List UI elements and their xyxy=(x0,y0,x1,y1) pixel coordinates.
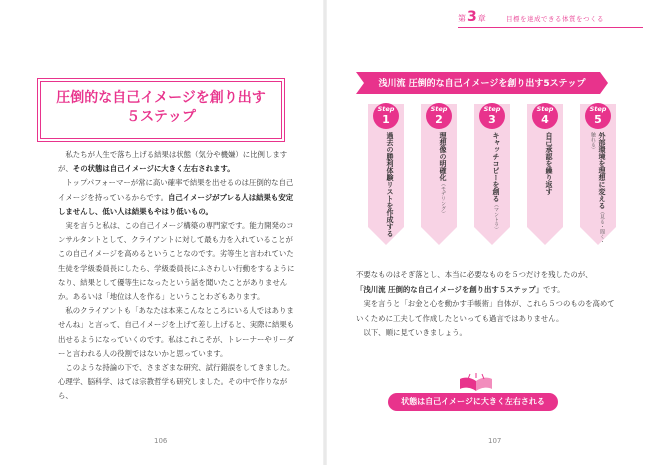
step-card-5 xyxy=(578,102,618,247)
paragraph: 以下、順に見ていきましょう。 xyxy=(363,328,467,337)
step-text: 外部環境を理想に変える（見る・聞く・触れる） xyxy=(590,132,606,244)
page-number: 107 xyxy=(488,437,502,445)
step-text: 理想像の明確化（モデリング） xyxy=(439,132,447,216)
step-label: Step xyxy=(589,105,607,113)
chapter-title: 目標を達成できる体質をつくる xyxy=(506,15,604,23)
section-title-line2: ５ステップ xyxy=(126,109,196,125)
step-number: 2 xyxy=(435,113,443,126)
step-label: Step xyxy=(430,105,448,113)
step-text: 自己承認を繰り返す xyxy=(545,132,553,195)
paragraph: トップパフォーマーが常に高い確率で結果を出せるのは圧倒的な自己イメージを持っているからです。自己イメージがブレる人は結果も安定しませんし、低い人は結果もやはり低いもの。 xyxy=(58,178,294,216)
body-text xyxy=(58,148,298,404)
open-book-icon xyxy=(459,373,493,393)
step-number: 3 xyxy=(488,113,496,126)
section-title xyxy=(38,89,284,127)
paragraph: 実を言うと私は、この自己イメージ構築の専門家です。能力開発のコンサルタントとして、クライアントに対して最も力を入れていることがこの自己イメージを高めるということなのです。劣等生と言われていた生徒を学級委員長にしたら、学級委員長にふさわしい行動をするようになり、結果として優等生になったという話を聞いたことがありませんか。あるいは「地位は人を作る」ということわざもあります。 xyxy=(58,221,295,302)
step-card-3 xyxy=(472,102,512,247)
paragraph: このような持論の下で、さまざまな研究、試行錯誤をしてきました。心理学、脳科学、はては宗教哲学も研究しました。その中で作りながら、 xyxy=(58,363,295,401)
paragraph: 「浅川流 圧倒的な自己イメージを創り出す５ステップ」です。 xyxy=(356,284,565,294)
step-card-4 xyxy=(525,102,565,247)
step-label: Step xyxy=(377,105,395,113)
header-rule xyxy=(458,27,643,28)
step-number: 1 xyxy=(382,113,390,126)
step-card-1 xyxy=(366,102,406,247)
paragraph: 私たちが人生で落ち上げる結果は状態（気分や機嫌）に比例しますが、その状態は自己イメージに大きく左右されます。 xyxy=(58,150,288,174)
section-title-line1: 圧倒的な自己イメージを創り出す xyxy=(56,90,266,106)
chapter-header xyxy=(458,6,643,30)
callout-text: 状態は自己イメージに大きく左右される xyxy=(401,397,545,406)
step-card-2 xyxy=(419,102,459,247)
paragraph: 不要なものはそぎ落とし、本当に必要なものを５つだけを残したのが、 xyxy=(356,270,593,279)
chapter-label: 第3章 xyxy=(458,9,486,25)
book-gutter xyxy=(323,0,327,465)
step-label: Step xyxy=(483,105,501,113)
step-number: 5 xyxy=(594,113,602,126)
paragraph: 実を言うと「お金と心を動かす手帳術」自体が、これら５つのものを高めていくために工夫して作成したといっても過言ではありません。 xyxy=(356,299,615,323)
step-text: キャッチコピーを創る（マントラ） xyxy=(492,132,500,232)
right-body-text xyxy=(356,268,618,341)
section-title-box xyxy=(37,78,285,142)
step-text: 過去の勝利体験リストを作成する xyxy=(386,132,394,237)
steps-title: 浅川流 圧倒的な自己イメージを創り出す5ステップ xyxy=(378,79,586,89)
key-point-callout xyxy=(388,393,558,411)
page-number: 106 xyxy=(154,437,168,445)
step-label: Step xyxy=(536,105,554,113)
step-number: 4 xyxy=(541,113,549,126)
paragraph: 私のクライアントも「あなたは本来こんなところにいる人ではありませんね」と言って、自己イメージを上げて差し上げると、実際に結果も出せるようになっていくのです。私はこれこそが、トレーナーやリーダーと言われる人の役割ではないかと思っています。 xyxy=(58,306,295,358)
steps-banner xyxy=(356,72,608,94)
